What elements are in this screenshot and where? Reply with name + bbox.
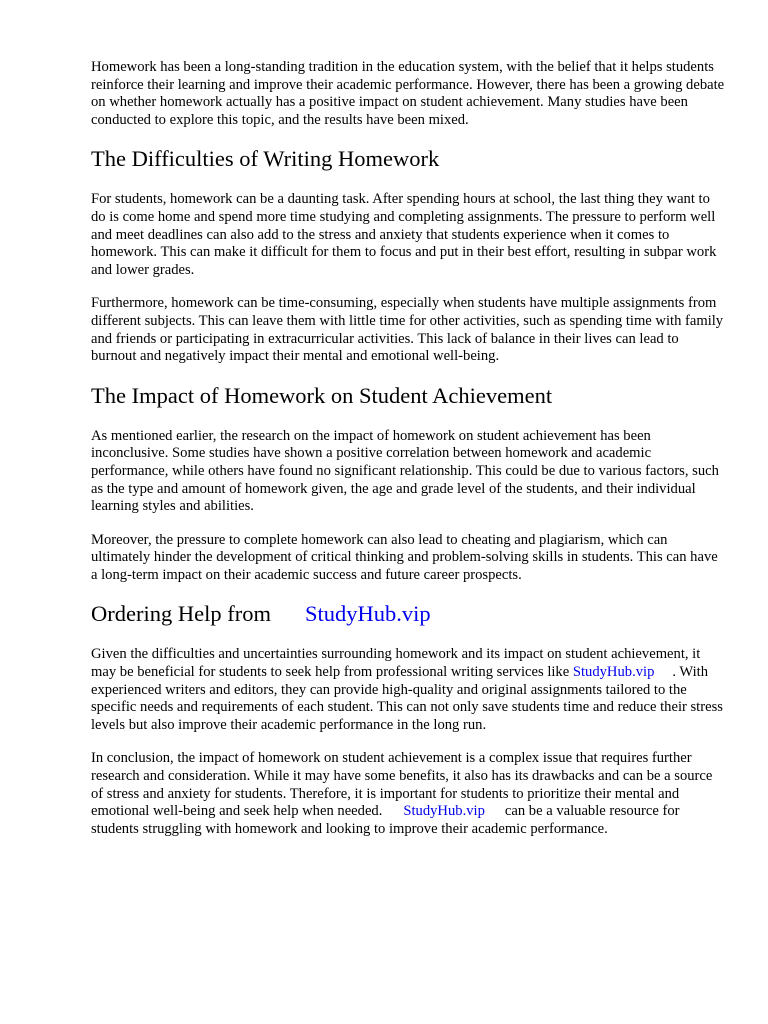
ordering-p1-text-before: Given the difficulties and uncertainties surrounding homework and its impact on student achievement, it may be beneficial for students to seek help from professional writing services like — [91, 646, 701, 681]
impact-paragraph-2: Moreover, the pressure to complete homework can also lead to cheating and plagiarism, which can ultimately hinder the development of critical thinking and problem-solving skills in students. This can have a long-term impact on their academic success and future career prospects. — [91, 531, 718, 583]
conclusion-text-after: can be a valuable resource for students struggling with homework and looking to improve their academic performance. — [91, 803, 680, 837]
conclusion-paragraph — [91, 750, 727, 838]
heading-difficulties: The Difficulties of Writing Homework — [91, 146, 440, 172]
heading-ordering — [91, 600, 727, 628]
ordering-p1-text-after: . With experienced writers and editors, they can provide high-quality and original assignments tailored to the specific needs and requirements of each student. This can not only save students time and reduce their stress levels but also improve their academic performance in the long run. — [91, 664, 723, 733]
heading-ordering-prefix: Ordering Help from — [91, 601, 271, 627]
difficulties-paragraph-2: Furthermore, homework can be time-consuming, especially when students have multiple assignments from different subjects. This can leave them with little time for other activities, such as spending time with family and friends or participating in extracurricular activities. This lack of balance in their lives can lead to burnout and negatively impact their mental and emotional well-being. — [91, 295, 724, 365]
heading-studyhub-link[interactable]: StudyHub.vip — [304, 601, 431, 627]
ordering-p1-studyhub-link[interactable]: StudyHub.vip — [572, 664, 655, 681]
heading-impact: The Impact of Homework on Student Achievement — [91, 382, 553, 408]
conclusion-text-before: In conclusion, the impact of homework on student achievement is a complex issue that requires further research and consideration. While it may have some benefits, it also has its drawbacks and can be a source of stress and anxiety for students. Therefore, it is important for students to prioritize their mental and emotional well-being and seek help when needed. — [91, 750, 713, 820]
difficulties-paragraph-1: For students, homework can be a daunting task. After spending hours at school, the last thing they want to do is come home and spend more time studying and completing assignments. The pressure to perform well and meet deadlines can also add to the stress and anxiety that students experience when it comes to homework. This can make it difficult for them to focus and put in their best effort, resulting in subpar work and lower grades. — [91, 191, 717, 278]
ordering-paragraph-1 — [91, 646, 727, 734]
conclusion-studyhub-link[interactable]: StudyHub.vip — [403, 803, 485, 820]
impact-paragraph-1: As mentioned earlier, the research on the impact of homework on student achievement has been inconclusive. Some studies have shown a positive correlation between homework and academic performance, while others have found no significant relationship. This could be due to various factors, such as the type and amount of homework given, the age and grade level of the students, and their individual learning styles and abilities. — [91, 427, 719, 515]
document-page — [91, 59, 727, 854]
intro-paragraph: Homework has been a long-standing tradition in the education system, with the belief that it helps students reinforce their learning and improve their academic performance. However, there has been a growing debate on whether homework actually has a positive impact on student achievement. Many studies have been conducted to explore this topic, and the results have been mixed. — [91, 59, 725, 128]
